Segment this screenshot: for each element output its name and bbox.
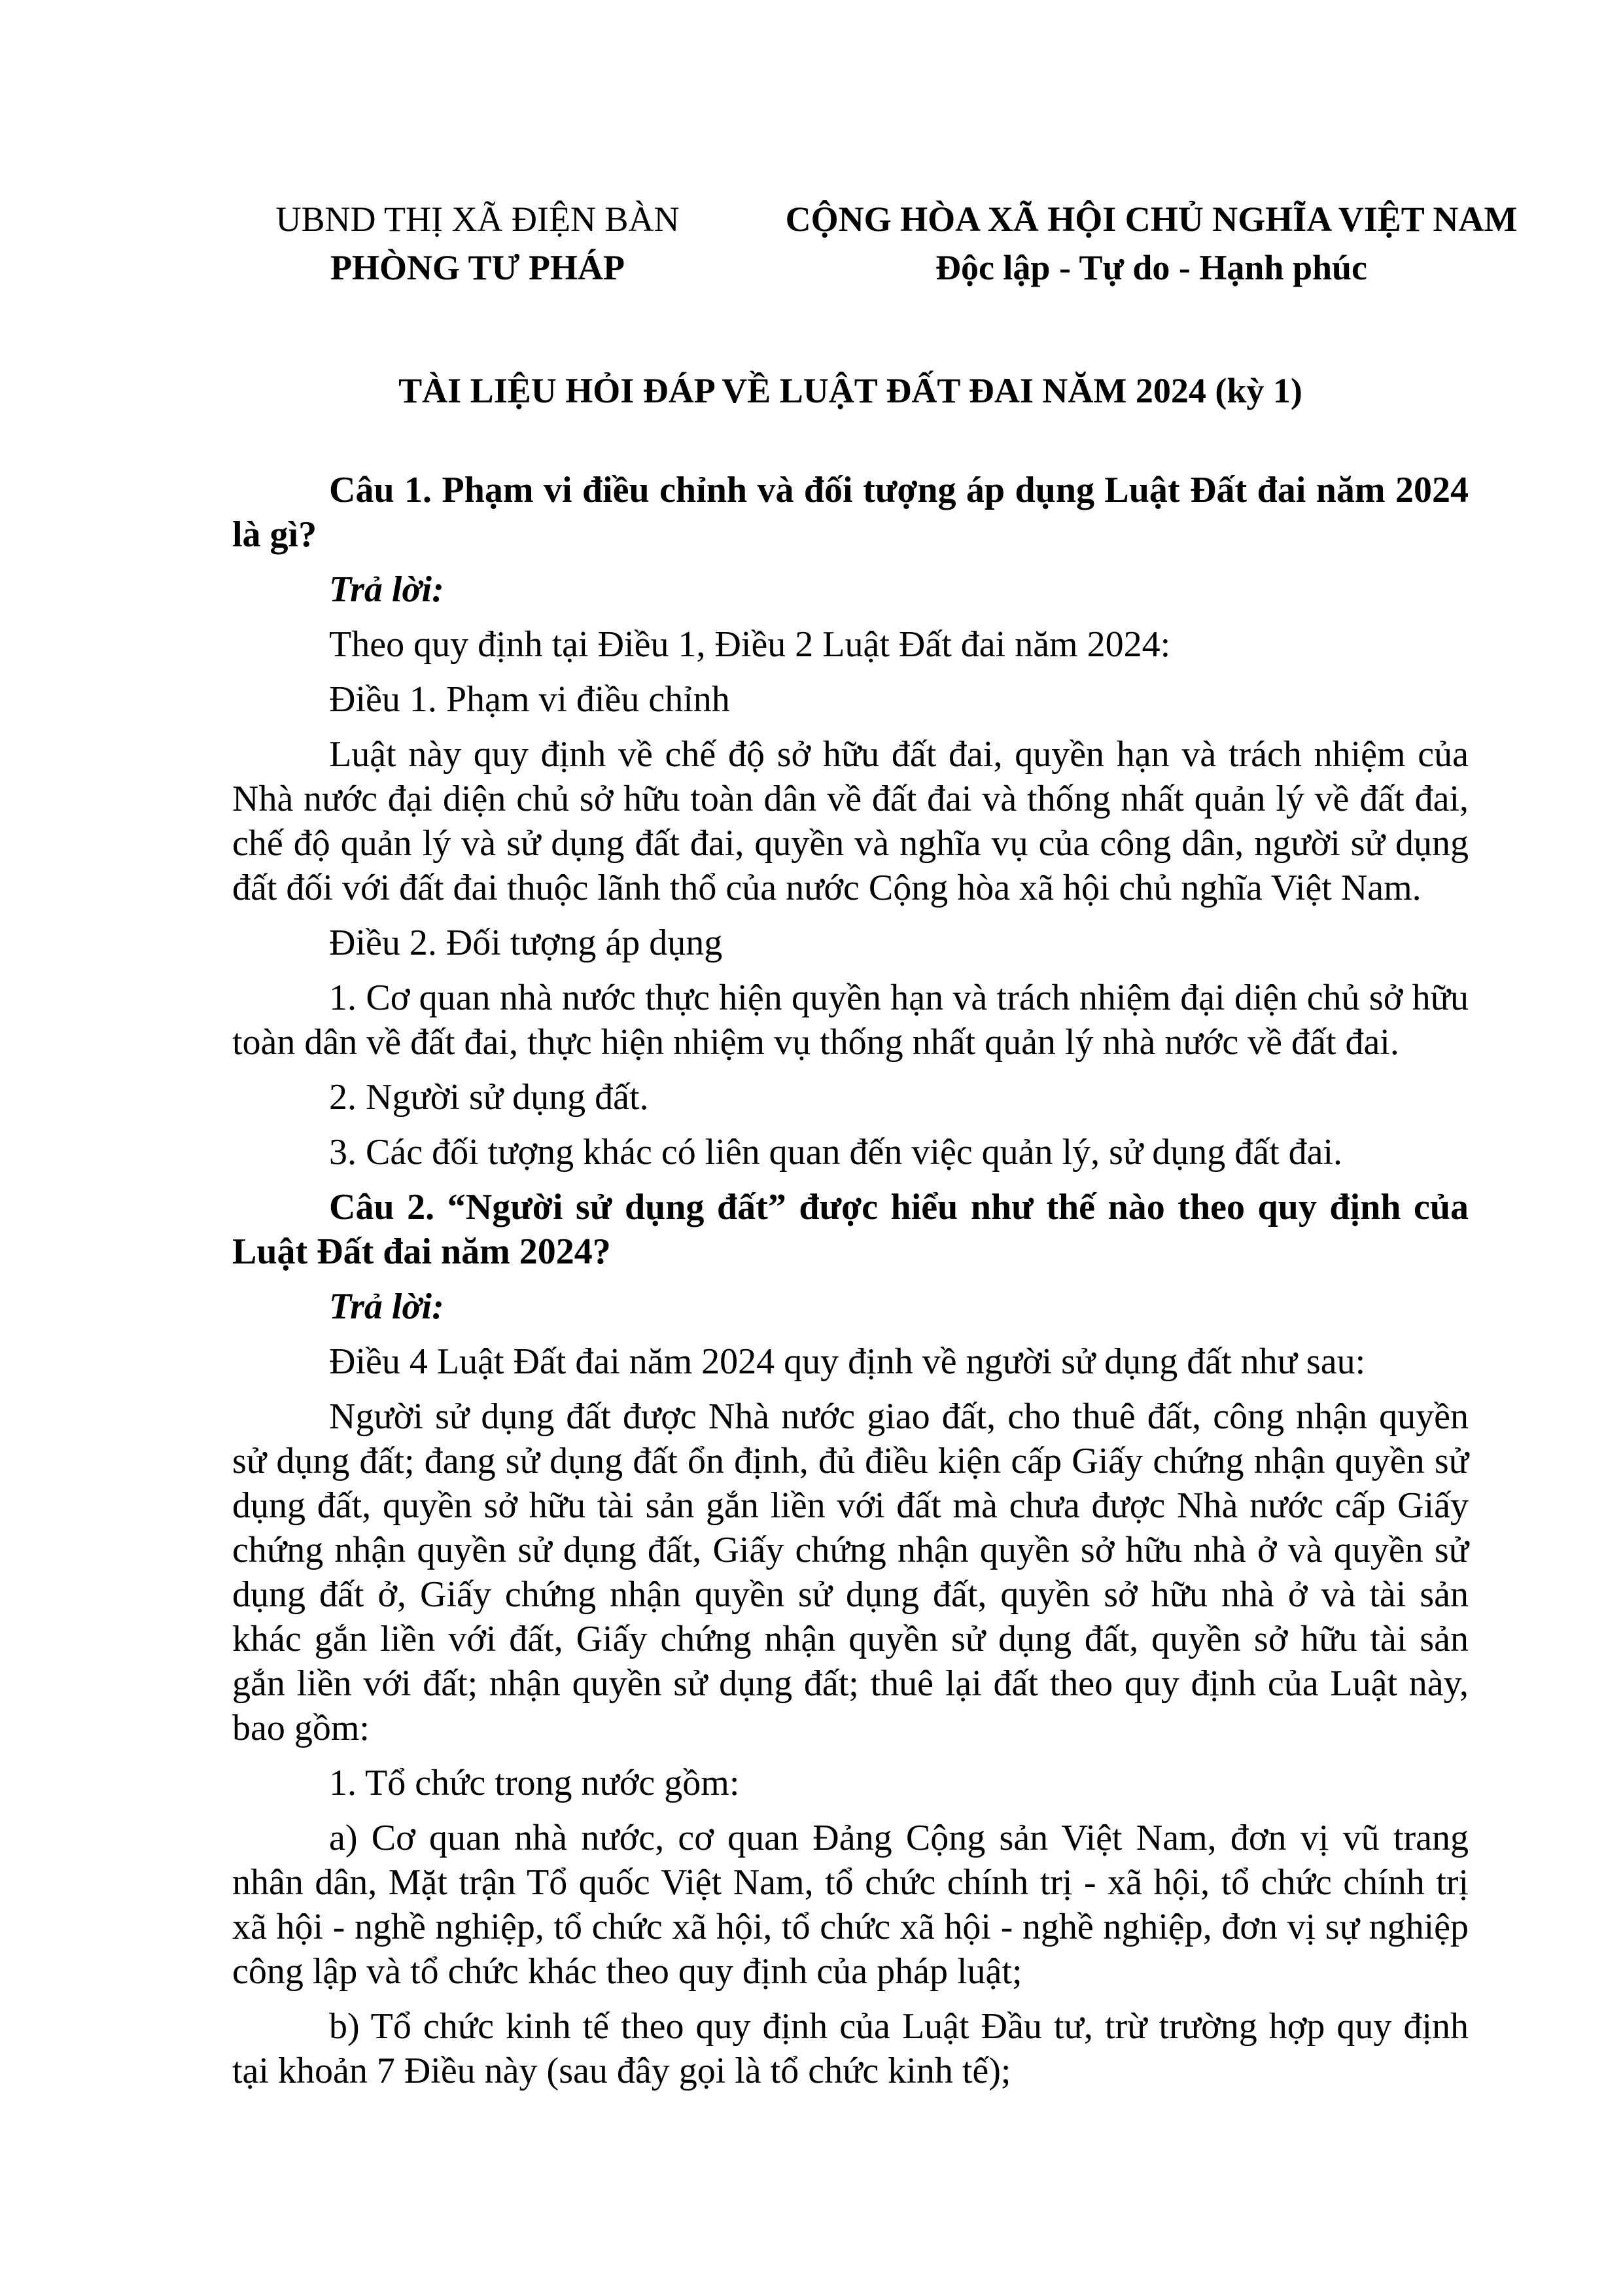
paragraph: Theo quy định tại Điều 1, Điều 2 Luật Đất đai năm 2024: <box>329 624 1171 665</box>
article-heading: Điều 1. Phạm vi điều chỉnh <box>329 679 730 720</box>
agency-name: UBND THỊ XÃ ĐIỆN BÀN <box>275 200 680 239</box>
issuing-agency-header <box>222 195 733 292</box>
list-item: b) Tổ chức kinh tế theo quy định của Luật Đầu tư, trừ trường hợp quy định tại khoản 7 Điều này (sau đây gọi là tổ chức kinh tế); <box>232 2006 1469 2091</box>
list-item: 3. Các đối tượng khác có liên quan đến việc quản lý, sử dụng đất đai. <box>329 1132 1343 1173</box>
paragraph: Người sử dụng đất được Nhà nước giao đất, cho thuê đất, công nhận quyền sử dụng đất; đang sử dụng đất ổn định, đủ điều kiện cấp Giấy chứng nhận quyền sử dụng đất, quyền sở hữu tài sản gắn liền với đất mà chưa được Nhà nước cấp Giấy chứng nhận quyền sử dụng đất, Giấy chứng nhận quyền sở hữu nhà ở và quyền sử dụng đất ở, Giấy chứng nhận quyền sử dụng đất, quyền sở hữu nhà ở và tài sản khác gắn liền với đất, Giấy chứng nhận quyền sử dụng đất, quyền sở hữu tài sản gắn liền với đất; nhận quyền sử dụng đất; thuê lại đất theo quy định của Luật này, bao gồm: <box>232 1396 1469 1748</box>
national-motto-header <box>772 195 1531 292</box>
document-body <box>232 468 1469 2104</box>
question-2: Câu 2. “Người sử dụng đất” được hiểu như thế nào theo quy định của Luật Đất đai năm 2024? <box>232 1187 1469 1272</box>
country-name: CỘNG HÒA XÃ HỘI CHỦ NGHĨA VIỆT NAM <box>785 200 1518 239</box>
paragraph: Điều 4 Luật Đất đai năm 2024 quy định về người sử dụng đất như sau: <box>329 1341 1366 1382</box>
answer-label-1: Trả lời: <box>329 569 444 610</box>
department-name: PHÒNG TƯ PHÁP <box>330 248 625 287</box>
list-item: 1. Tổ chức trong nước gồm: <box>329 1763 740 1803</box>
article-heading: Điều 2. Đối tượng áp dụng <box>329 923 723 963</box>
list-item: 2. Người sử dụng đất. <box>329 1077 649 1118</box>
list-item: 1. Cơ quan nhà nước thực hiện quyền hạn và trách nhiệm đại diện chủ sở hữu toàn dân về đất đai, thực hiện nhiệm vụ thống nhất quản lý nhà nước về đất đai. <box>232 978 1469 1063</box>
national-motto: Độc lập - Tự do - Hạnh phúc <box>935 248 1368 287</box>
paragraph: Luật này quy định về chế độ sở hữu đất đai, quyền hạn và trách nhiệm của Nhà nước đại diện chủ sở hữu toàn dân về đất đai và thống nhất quản lý về đất đai, chế độ quản lý và sử dụng đất đai, quyền và nghĩa vụ của công dân, người sử dụng đất đối với đất đai thuộc lãnh thổ của nước Cộng hòa xã hội chủ nghĩa Việt Nam. <box>232 734 1469 908</box>
document-title: TÀI LIỆU HỎI ĐÁP VỀ LUẬT ĐẤT ĐAI NĂM 2024 (kỳ 1) <box>398 371 1302 410</box>
question-1: Câu 1. Phạm vi điều chỉnh và đối tượng áp dụng Luật Đất đai năm 2024 là gì? <box>232 470 1469 555</box>
list-item: a) Cơ quan nhà nước, cơ quan Đảng Cộng sản Việt Nam, đơn vị vũ trang nhân dân, Mặt trận Tổ quốc Việt Nam, tổ chức chính trị - xã hội, tổ chức chính trị xã hội - nghề nghiệp, tổ chức xã hội, tổ chức xã hội - nghề nghiệp, đơn vị sự nghiệp công lập và tổ chức khác theo quy định của pháp luật; <box>232 1818 1469 1992</box>
answer-label-2: Trả lời: <box>329 1286 444 1327</box>
